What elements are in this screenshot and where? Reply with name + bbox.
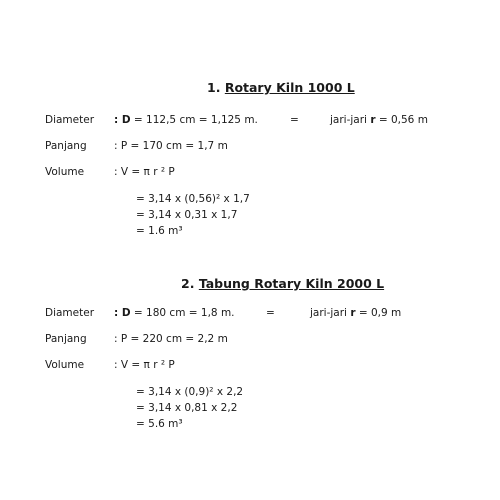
section-2-volume-step-2: = 3,14 x 0,81 x 2,2	[136, 402, 238, 414]
section-2-radius	[310, 307, 401, 319]
section-2-diameter-label: Diameter	[45, 307, 95, 319]
section-1-volume-step-2: = 3,14 x 0,31 x 1,7	[136, 209, 238, 221]
section-2-length-label: Panjang	[45, 333, 87, 345]
section-1-title	[207, 80, 355, 95]
section-1-volume-step-1: = 3,14 x (0,56)² x 1,7	[136, 193, 250, 205]
section-2-length-formula: : P = 220 cm = 2,2 m	[114, 333, 228, 345]
section-2-radius-value: = 0,9 m	[358, 307, 402, 319]
section-1-radius-symbol: r	[370, 114, 376, 126]
section-1-diameter-formula	[114, 114, 258, 126]
section-1-volume-result: = 1.6 m³	[136, 225, 183, 237]
section-2-title	[181, 276, 384, 291]
section-2-diameter-formula	[114, 307, 235, 319]
section-2-number: 2.	[181, 276, 195, 291]
section-2-volume-formula: : V = π r ² P	[114, 359, 175, 371]
section-1-length-formula: : P = 170 cm = 1,7 m	[114, 140, 228, 152]
section-2-radius-text: jari-jari	[310, 307, 347, 319]
section-1-diameter-label: Diameter	[45, 114, 95, 126]
section-1-length-label: Panjang	[45, 140, 87, 152]
section-1-volume-label: Volume	[45, 166, 85, 178]
section-2-volume-label: Volume	[45, 359, 85, 371]
section-2-volume-result: = 5.6 m³	[136, 418, 183, 430]
section-1-volume-formula: : V = π r ² P	[114, 166, 175, 178]
section-1-eq: =	[290, 114, 299, 126]
section-2-volume-step-1: = 3,14 x (0,9)² x 2,2	[136, 386, 244, 398]
section-2-radius-symbol: r	[350, 307, 356, 319]
section-1-radius-text: jari-jari	[330, 114, 367, 126]
section-1-diameter-value: = 112,5 cm = 1,125 m.	[133, 114, 258, 126]
section-1-radius-value: = 0,56 m	[378, 114, 428, 126]
section-1-number: 1.	[207, 80, 221, 95]
section-2-eq: =	[266, 307, 275, 319]
section-2-name: Tabung Rotary Kiln 2000 L	[198, 276, 385, 291]
section-2-diameter-value: = 180 cm = 1,8 m.	[133, 307, 235, 319]
section-2-diameter-symbol: : D	[114, 307, 131, 319]
section-1-diameter-symbol: : D	[114, 114, 131, 126]
section-1-name: Rotary Kiln 1000 L	[224, 80, 355, 95]
section-1-radius	[330, 114, 428, 126]
